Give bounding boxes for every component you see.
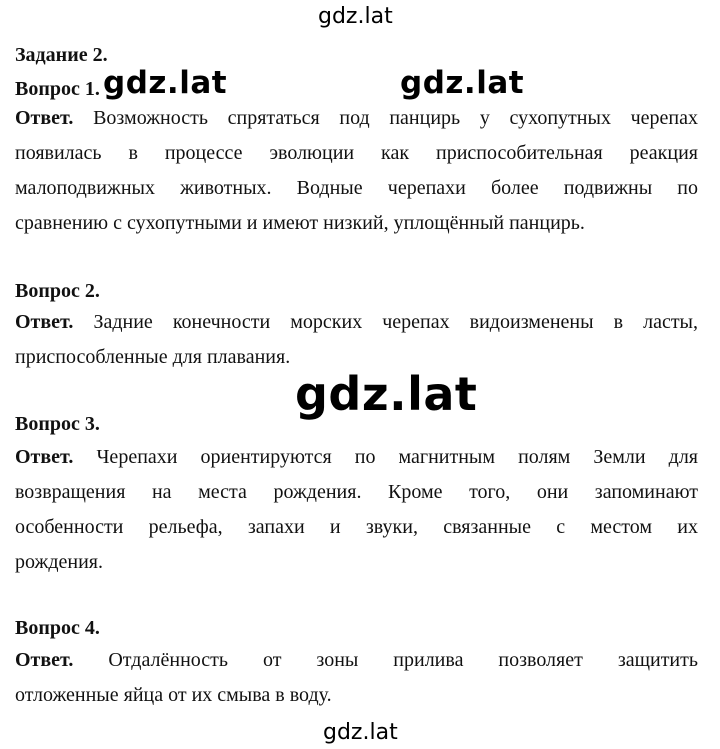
answer-1-label: Ответ. — [15, 107, 74, 129]
answer-2 — [15, 305, 698, 375]
answer-4-line-1 — [15, 643, 698, 678]
question-2-label: Вопрос 2. — [15, 280, 100, 302]
answer-2-label: Ответ. — [15, 311, 74, 333]
answer-1 — [15, 101, 698, 241]
answer-3-line-3: особенности рельефа, запахи и звуки, связанные с местом их — [15, 516, 698, 538]
watermark-banner-right: gdz.lat — [400, 65, 525, 101]
watermark-banner-left: gdz.lat — [103, 65, 228, 101]
watermark-top: gdz.lat — [318, 4, 393, 29]
answer-1-line-3: малоподвижных животных. Водные черепахи более подвижны по — [15, 177, 698, 199]
question-1-label: Вопрос 1. — [15, 78, 100, 100]
answer-4-label: Ответ. — [15, 649, 74, 671]
answer-3 — [15, 440, 698, 580]
answer-2-line-2: приспособленные для плавания. — [15, 346, 291, 368]
answer-1-line-2: появилась в процессе эволюции как приспособительная реакция — [15, 142, 698, 164]
answer-2-line-1 — [15, 305, 698, 340]
question-3-label: Вопрос 3. — [15, 413, 100, 435]
answer-1-line-4: сравнению с сухопутными и имеют низкий, уплощённый панцирь. — [15, 212, 585, 234]
answer-3-line-2: возвращения на места рождения. Кроме того, они запоминают — [15, 481, 698, 503]
answer-2-line-1-text: Задние конечности морских черепах видоизменены в ласты, — [93, 311, 698, 333]
answer-4-line-1-text: Отдалённость от зоны прилива позволяет защитить — [108, 649, 699, 671]
answer-1-line-1-text: Возможность спрятаться под панцирь у сухопутных черепах — [93, 107, 699, 129]
answer-4-line-2: отложенные яйца от их смыва в воду. — [15, 684, 332, 706]
answer-3-line-1 — [15, 440, 698, 475]
answer-3-label: Ответ. — [15, 446, 74, 468]
answer-1-line-1 — [15, 101, 698, 136]
watermark-bottom: gdz.lat — [323, 720, 398, 745]
answer-3-line-1-text: Черепахи ориентируются по магнитным полям Земли для — [96, 446, 699, 468]
question-4-label: Вопрос 4. — [15, 617, 100, 639]
watermark-center: gdz.lat — [295, 367, 478, 421]
task-title: Задание 2. — [15, 44, 108, 66]
answer-3-line-4: рождения. — [15, 551, 103, 573]
answer-4 — [15, 643, 698, 713]
